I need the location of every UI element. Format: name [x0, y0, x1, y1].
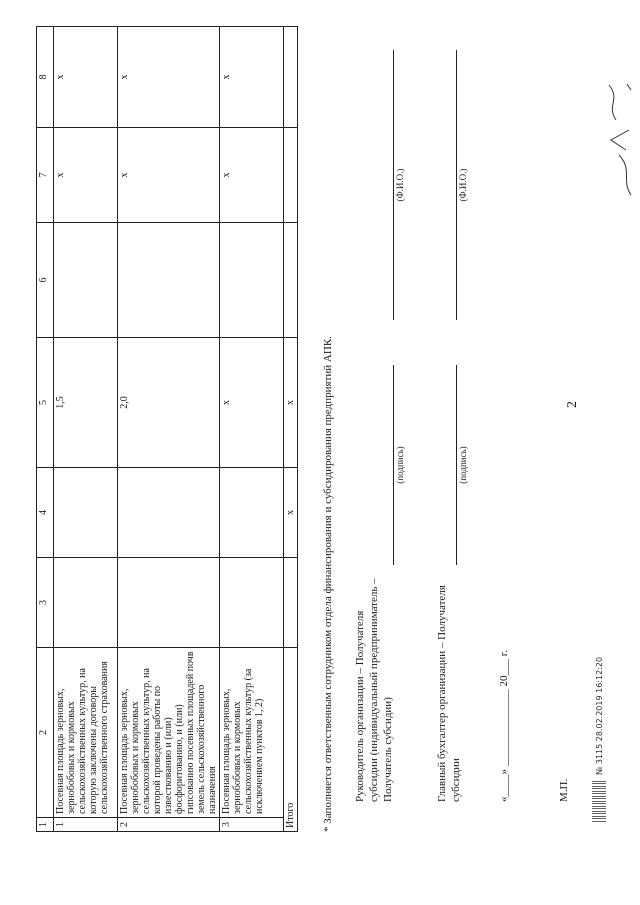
- cell: x: [284, 468, 298, 558]
- cell: [220, 223, 284, 338]
- header-cell: 2: [37, 648, 54, 818]
- total-row: [284, 27, 298, 832]
- cell: [284, 223, 298, 338]
- header-cell: 7: [37, 128, 54, 223]
- cell: [220, 558, 284, 648]
- cell: [54, 558, 118, 648]
- cell: [118, 468, 220, 558]
- cell: [54, 468, 118, 558]
- stamp-place: М.П.: [558, 778, 570, 802]
- header-cell: 5: [37, 338, 54, 468]
- header-cell: 4: [37, 468, 54, 558]
- cell: x: [220, 27, 284, 128]
- head-signature-label: Руководитель организации – Получателя субсидии (индивидуальный предприниматель – Получатель субсидии): [354, 578, 394, 802]
- cell: x: [220, 128, 284, 223]
- accountant-name-caption: (Ф.И.О.): [458, 168, 468, 202]
- cell: x: [118, 128, 220, 223]
- row-name: Посевная площадь зерновых, зернобобовых и кормовых сельскохозяйственных культур (за исключением пунктов 1, 2): [220, 648, 284, 818]
- coefficient-cell: 2,0: [118, 338, 220, 468]
- header-cell: 3: [37, 558, 54, 648]
- cell: x: [220, 338, 284, 468]
- head-signature-line: [393, 365, 394, 565]
- row-number: 2: [118, 818, 220, 832]
- page-number: 2: [565, 401, 580, 408]
- row-number: 1: [54, 818, 118, 832]
- cell: x: [54, 128, 118, 223]
- cell: x: [118, 27, 220, 128]
- accountant-signature-line: [456, 365, 457, 565]
- barcode-stamp: [592, 780, 606, 822]
- coefficient-cell: 1,5: [54, 338, 118, 468]
- row-name: Посевная площадь зерновых, зернобобовых и кормовых сельскохозяйственных культур, на которую заключены договоры сельскохозяйственного страхования: [54, 648, 118, 818]
- row-number: 3: [220, 818, 284, 832]
- table-row: [118, 27, 220, 832]
- row-name: Посевная площадь зерновых, зернобобовых и кормовых сельскохозяйственных культур, на которой проведены работы по известкованию и (или) фосфоритованию, и (или) гипсованию посевных площадей почв земель сельскохозяйственного назначения: [118, 648, 220, 818]
- table-header-row: [37, 27, 54, 832]
- cell: [284, 558, 298, 648]
- cell: [220, 468, 284, 558]
- handwritten-signature-mark: [591, 60, 640, 200]
- document-sheet: [36, 30, 636, 860]
- accountant-name-line: [456, 50, 457, 320]
- head-name-caption: (Ф.И.О.): [395, 168, 405, 202]
- accountant-signature-caption: (подпись): [458, 446, 468, 484]
- accountant-signature-label: Главный бухгалтер организации – Получателя субсидии: [436, 585, 462, 802]
- subsidy-table: [36, 26, 298, 832]
- cell: [118, 558, 220, 648]
- head-name-line: [393, 50, 394, 320]
- cell: [284, 27, 298, 128]
- cell: x: [54, 27, 118, 128]
- header-cell: 1: [37, 818, 54, 832]
- head-signature-caption: (подпись): [395, 446, 405, 484]
- cell: [284, 128, 298, 223]
- header-cell: 6: [37, 223, 54, 338]
- table-row: [220, 27, 284, 832]
- total-label: Итого: [284, 648, 298, 832]
- cell: [118, 223, 220, 338]
- header-cell: 8: [37, 27, 54, 128]
- registration-stamp: № 3115 28.02.2019 16:12:20: [595, 656, 604, 775]
- table-row: [54, 27, 118, 832]
- cell: [54, 223, 118, 338]
- footnote: * Заполняется ответственным сотрудником отдела финансирования и субсидирования предприятий АПК.: [322, 336, 334, 832]
- date-line: «____» ______________ 20___ г.: [498, 650, 510, 802]
- cell: x: [284, 338, 298, 468]
